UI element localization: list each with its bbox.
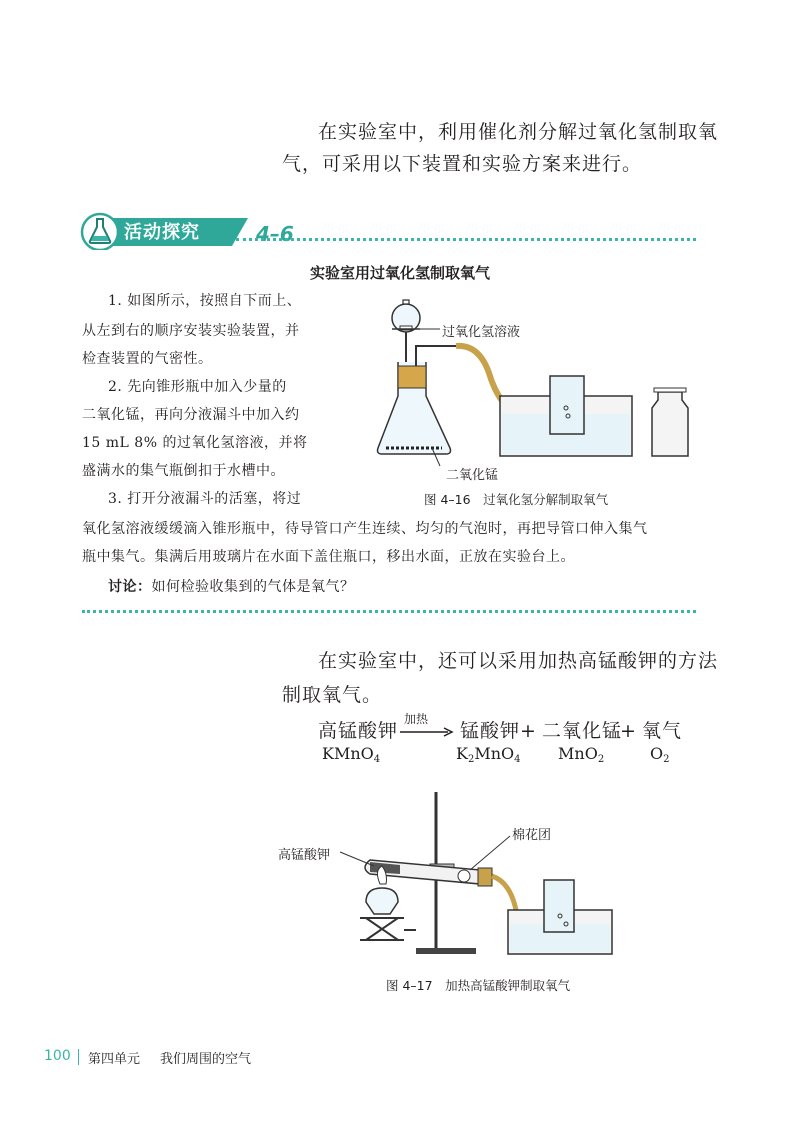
label-mno2: 二氧化锰: [446, 468, 499, 483]
intro-line-2: 气，可采用以下装置和实验方案来进行。: [282, 153, 643, 175]
figure-4-17-caption: 图 4–17 加热高锰酸钾制取氧气: [386, 978, 571, 993]
step-line: 15 mL 8% 的过氧化氢溶液，并将: [82, 435, 308, 451]
equation-plus-2: +: [620, 720, 637, 742]
figure-4-17: [330, 790, 630, 960]
step-line: 瓶中集气。集满后用玻璃片在水面下盖住瓶口，移出水面，正放在实验台上。: [82, 549, 575, 565]
intro-line-1: 在实验室中，利用催化剂分解过氧化氢制取氧: [318, 121, 719, 143]
equation-product-3: 氧气: [642, 720, 683, 742]
label-h2o2: 过氧化氢溶液: [442, 325, 521, 340]
formula-mno2: MnO$_2$: [558, 744, 605, 765]
step-line: 盛满水的集气瓶倒扣于水槽中。: [82, 463, 285, 479]
label-cotton: 棉花团: [512, 828, 552, 843]
step-line: 从左到右的顺序安装实验装置，并: [82, 323, 300, 339]
step-line: 检查装置的气密性。: [82, 351, 213, 367]
equation-product-1: 锰酸钾: [460, 720, 521, 742]
step-line: 氧化氢溶液缓缓滴入锥形瓶中，待导管口产生连续、均匀的气泡时，再把导管口伸入集气: [82, 521, 648, 537]
step-line: 2. 先向锥形瓶中加入少量的: [108, 379, 287, 395]
step-line: 二氧化锰，再向分液漏斗中加入约: [82, 407, 300, 423]
activity-header: [80, 212, 252, 250]
unit-label: 第四单元: [88, 1052, 141, 1067]
footer-dotted-rule: [82, 610, 696, 613]
formula-o2: $O_2$: [650, 744, 670, 765]
equation-product-2: 二氧化锰: [542, 720, 623, 742]
discussion: [108, 574, 355, 601]
activity-title: 实验室用过氧化氢制取氧气: [309, 264, 490, 282]
step-line: 1. 如图所示，按照自下而上、: [108, 293, 302, 309]
formula-k2mno4: $K_2MnO_4$: [456, 744, 521, 765]
header-dotted-rule: [236, 238, 696, 241]
page-number: 100: [44, 1048, 71, 1064]
reaction-arrow-icon: [398, 727, 454, 737]
equation-plus-1: +: [520, 720, 537, 742]
footer-divider: [78, 1049, 79, 1065]
para2-line-1: 在实验室中，还可以采用加热高锰酸钾的方法: [318, 650, 719, 672]
unit-title: 我们周围的空气: [160, 1052, 252, 1067]
activity-badge: 活动探究: [124, 222, 200, 243]
discussion-label: 讨论：: [108, 579, 152, 595]
flask-icon: [86, 216, 114, 246]
para2-line-2: 制取氧气。: [282, 684, 383, 706]
activity-number: 4–6: [256, 222, 294, 246]
formula-kmno4: KMnO$_4$: [322, 744, 381, 765]
equation-condition: 加热: [404, 712, 429, 726]
equation-reactant: 高锰酸钾: [318, 720, 399, 742]
step-line: 3. 打开分液漏斗的活塞，将过: [108, 491, 302, 507]
discussion-text: 如何检验收集到的气体是氧气？: [151, 579, 355, 595]
figure-4-16: [370, 296, 700, 471]
label-kmno4: 高锰酸钾: [278, 848, 331, 863]
figure-4-16-caption: 图 4–16 过氧化氢分解制取氧气: [424, 492, 609, 507]
